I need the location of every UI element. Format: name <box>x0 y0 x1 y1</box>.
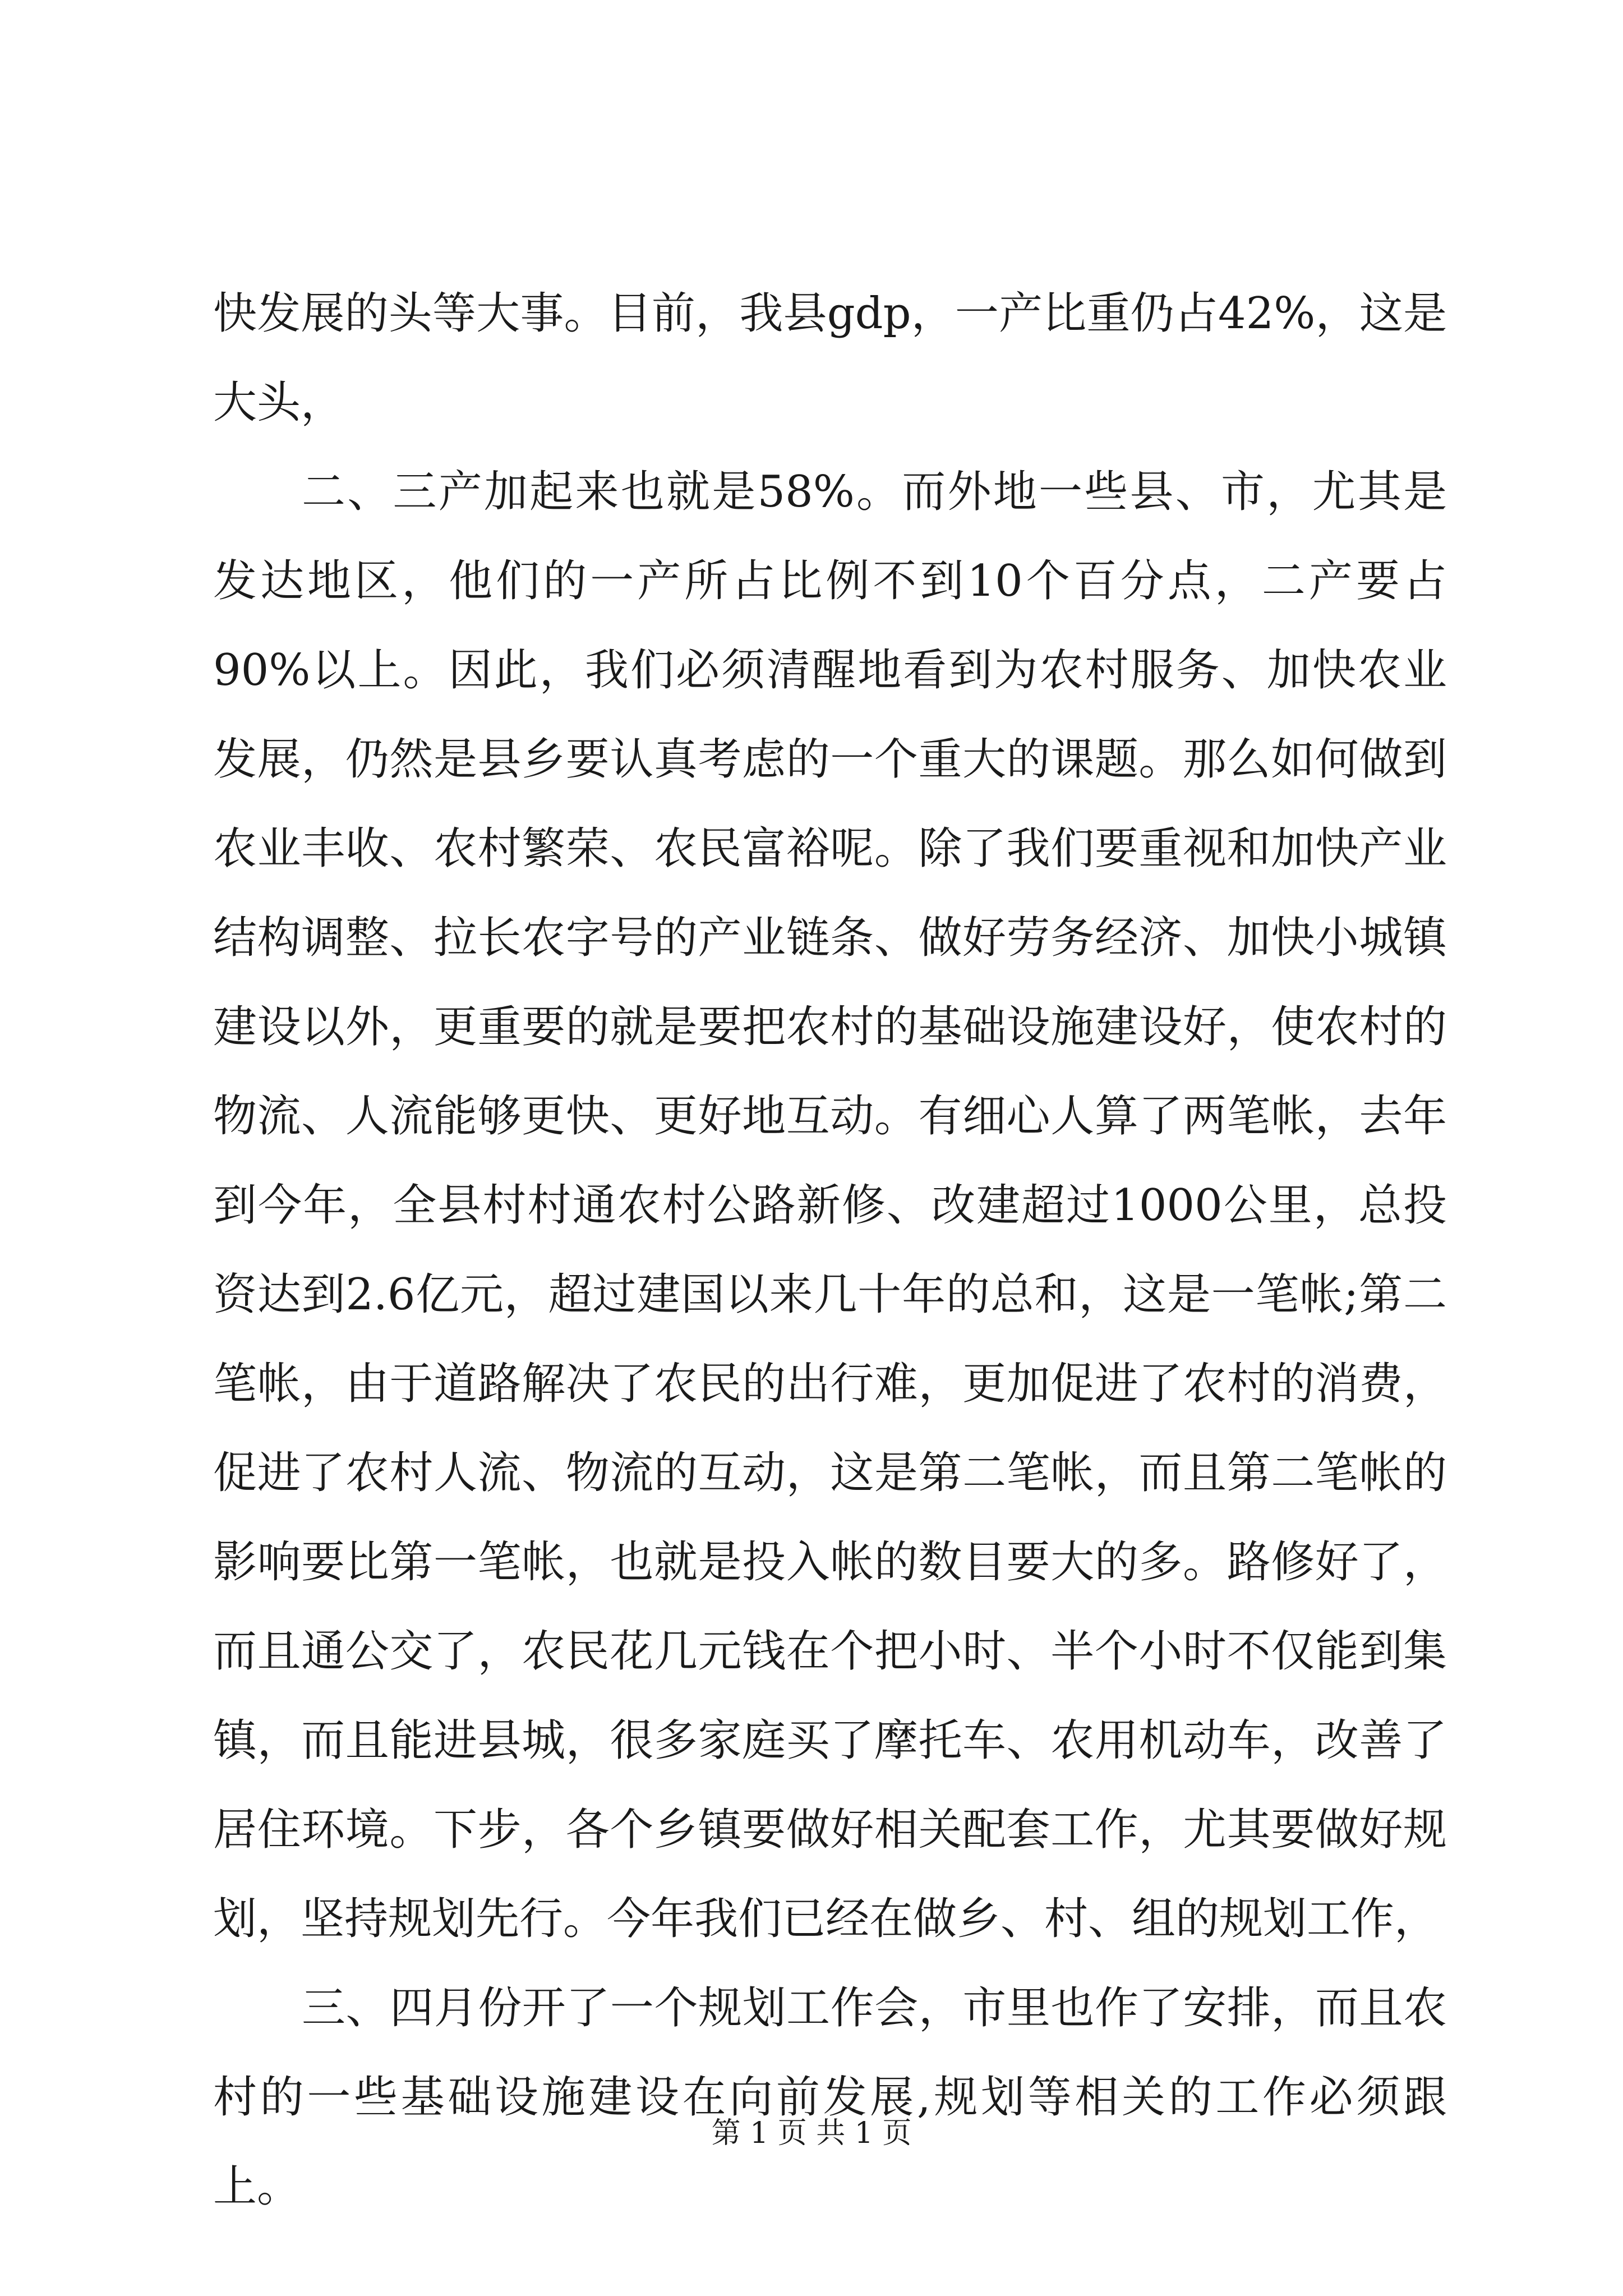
paragraph-1: 快发展的头等大事。目前，我县gdp，一产比重仍占42%，这是大头， <box>213 288 1447 428</box>
paragraph-3: 三、四月份开了一个规划工作会，市里也作了安排，而且农村的一些基础设施建设在向前发展,规划等相关的工作必须跟上。 <box>213 1983 1447 2212</box>
page-number-footer: 第 1 页 共 1 页 <box>711 2116 912 2150</box>
paragraph-2: 二、三产加起来也就是58%。而外地一些县、市，尤其是发达地区，他们的一产所占比例不到10个百分点，二产要占90%以上。因此，我们必须清醒地看到为农村服务、加快农业发展，仍然是县乡要认真考虑的一个重大的课题。那么如何做到农业丰收、农村繁荣、农民富裕呢。除了我们要重视和加快产业结构调整、拉长农字号的产业链条、做好劳务经济、加快小城镇建设以外，更重要的就是要把农村的基础设施建设好，使农村的物流、人流能够更快、更好地互动。有细心人算了两笔帐，去年到今年，全县村村通农村公路新修、改建超过1000公里，总投资达到2.6亿元，超过建国以来几十年的总和，这是一笔帐;第二笔帐，由于道路解决了农民的出行难，更加促进了农村的消费，促进了农村人流、物流的互动，这是第二笔帐，而且第二笔帐的影响要比第一笔帐，也就是投入帐的数目要大的多。路修好了，而且通公交了，农民花几元钱在个把小时、半个小时不仅能到集镇，而且能进县城，很多家庭买了摩托车、农用机动车，改善了居住环境。下步，各个乡镇要做好相关配套工作，尤其要做好规划，坚持规划先行。今年我们已经在做乡、村、组的规划工作， <box>213 467 1447 1944</box>
document-body <box>213 269 1447 2231</box>
